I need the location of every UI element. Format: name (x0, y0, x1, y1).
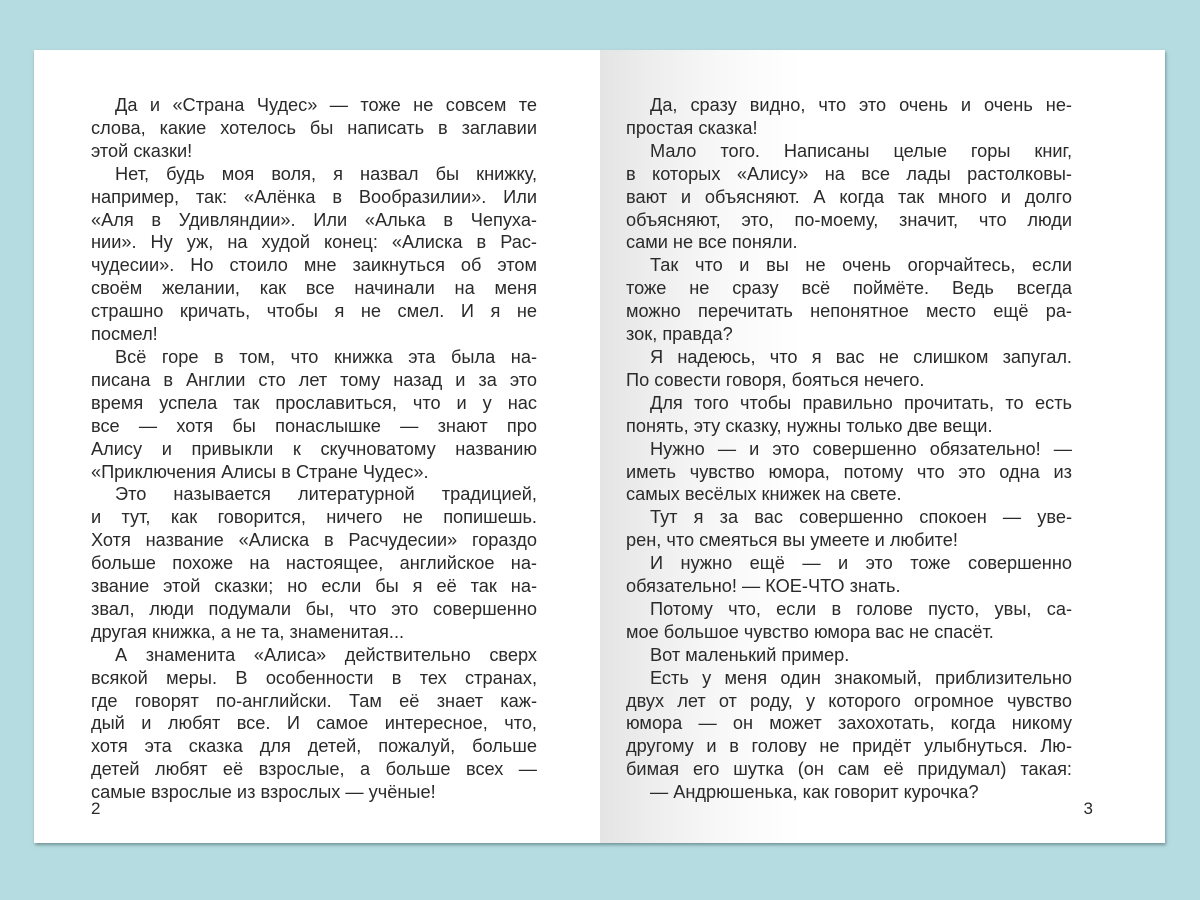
text-line: понять, эту сказку, нужны только две вещи. (626, 415, 993, 436)
text-line: можно перечитать непонятное место ещё ра- (626, 301, 1072, 322)
text-line: Есть у меня один знакомый, приблизительно (650, 667, 1072, 688)
text-line: бимая его шутка (он сам её придумал) такая: (626, 759, 1072, 780)
right-page (600, 50, 1165, 843)
text-line: «Аля в Удивляндии». Или «Алька в Чепуха- (91, 209, 537, 230)
text-line: По совести говоря, бояться нечего. (626, 369, 925, 390)
right-page-text (626, 94, 1072, 804)
text-line: Я надеюсь, что я вас не слишком запугал. (650, 346, 1072, 367)
text-line: Мало того. Написаны целые горы книг, (650, 140, 1072, 161)
text-line: обязательно! — КОЕ-ЧТО знать. (626, 576, 901, 597)
text-line: Да, сразу видно, что это очень и очень не- (650, 95, 1072, 115)
text-line: другому и в голову не придёт улыбнуться. Лю- (626, 736, 1072, 757)
text-line: страшно кричать, чтобы я не смел. И я не (91, 301, 537, 322)
text-line: тоже не сразу всё поймёте. Ведь всегда (626, 278, 1072, 299)
text-line: Всё горе в том, что книжка эта была на- (115, 346, 537, 367)
text-line: другая книжка, а не та, знаменитая... (91, 621, 405, 642)
text-line: простая сказка! (626, 117, 758, 138)
text-line: звание этой сказки; но если бы я её так на- (91, 576, 537, 597)
page-number-left: 2 (91, 799, 101, 818)
text-line: где говорят по-английски. Там её знает каж- (91, 690, 537, 711)
left-page (34, 50, 600, 843)
text-line: и тут, как говорится, ничего не попишешь. (91, 507, 537, 528)
text-line: Да и «Страна Чудес» — тоже не совсем те (115, 95, 537, 115)
left-page-text (91, 94, 537, 804)
text-line: больше похоже на настоящее, английское на- (91, 553, 537, 574)
text-line: А знаменита «Алиса» действительно сверх (115, 644, 537, 665)
text-line: двух лет от роду, у которого огромное чувство (626, 690, 1072, 711)
text-line: время успела так прославиться, что и у нас (91, 392, 537, 413)
text-line: чудесии». Но стоило мне заикнуться об этом (91, 255, 537, 276)
text-line: Нет, будь моя воля, я назвал бы книжку, (115, 163, 537, 184)
text-line: детей любят её взрослые, а больше всех — (91, 759, 537, 780)
text-line: юмора — он может захохотать, когда никому (626, 713, 1072, 734)
text-line: в которых «Алису» на все лады растолковы- (626, 163, 1072, 184)
text-line: звал, люди подумали бы, что это совершенно (91, 598, 537, 619)
text-line: мое большое чувство юмора вас не спасёт. (626, 621, 994, 642)
text-line: самых весёлых книжек на свете. (626, 484, 902, 505)
book-spread (34, 50, 1165, 843)
text-line: вают и объясняют. А когда так много и долго (626, 186, 1072, 207)
text-line: — Андрюшенька, как говорит курочка? (650, 782, 979, 803)
text-line: своём желании, как все начинали на меня (91, 278, 537, 299)
text-line: этой сказки! (91, 140, 193, 161)
text-line: писана в Англии сто лет тому назад и за это (91, 369, 537, 390)
text-line: И нужно ещё — и это тоже совершенно (650, 553, 1072, 574)
text-line: слова, какие хотелось бы написать в заглавии (91, 117, 537, 138)
text-line: иметь чувство юмора, потому что это одна из (626, 461, 1072, 482)
text-line: посмел! (91, 324, 158, 345)
text-line: Хотя название «Алиска в Расчудесии» гораздо (91, 530, 537, 551)
text-line: «Приключения Алисы в Стране Чудес». (91, 461, 429, 482)
text-line: Потому что, если в голове пусто, увы, са- (650, 598, 1072, 619)
text-line: зок, правда? (626, 324, 733, 345)
text-line: Для того чтобы правильно прочитать, то есть (650, 392, 1072, 413)
text-line: Это называется литературной традицией, (115, 484, 537, 505)
text-line: всякой меры. В особенности в тех странах, (91, 667, 537, 688)
text-line: Нужно — и это совершенно обязательно! — (650, 438, 1072, 459)
text-line: все — хотя бы понаслышке — знают про (91, 415, 537, 436)
text-line: хотя эта сказка для детей, пожалуй, больше (91, 736, 537, 757)
text-line: сами не все поняли. (626, 232, 798, 253)
text-line: нии». Ну уж, на худой конец: «Алиска в Рас- (91, 232, 537, 253)
page-number-right: 3 (1083, 799, 1093, 818)
text-line: Тут я за вас совершенно спокоен — уве- (650, 507, 1072, 528)
text-line: Вот маленький пример. (650, 644, 850, 665)
text-line: объясняют, это, по-моему, значит, что люди (626, 209, 1072, 230)
text-line: рен, что смеяться вы умеете и любите! (626, 530, 958, 551)
text-line: самые взрослые из взрослых — учёные! (91, 782, 436, 803)
text-line: например, так: «Алёнка в Вообразилии». Или (91, 186, 537, 207)
text-line: дый и любят все. И самое интересное, что, (91, 713, 537, 734)
text-line: Так что и вы не очень огорчайтесь, если (650, 255, 1072, 276)
text-line: Алису и привыкли к скучноватому названию (91, 438, 537, 459)
